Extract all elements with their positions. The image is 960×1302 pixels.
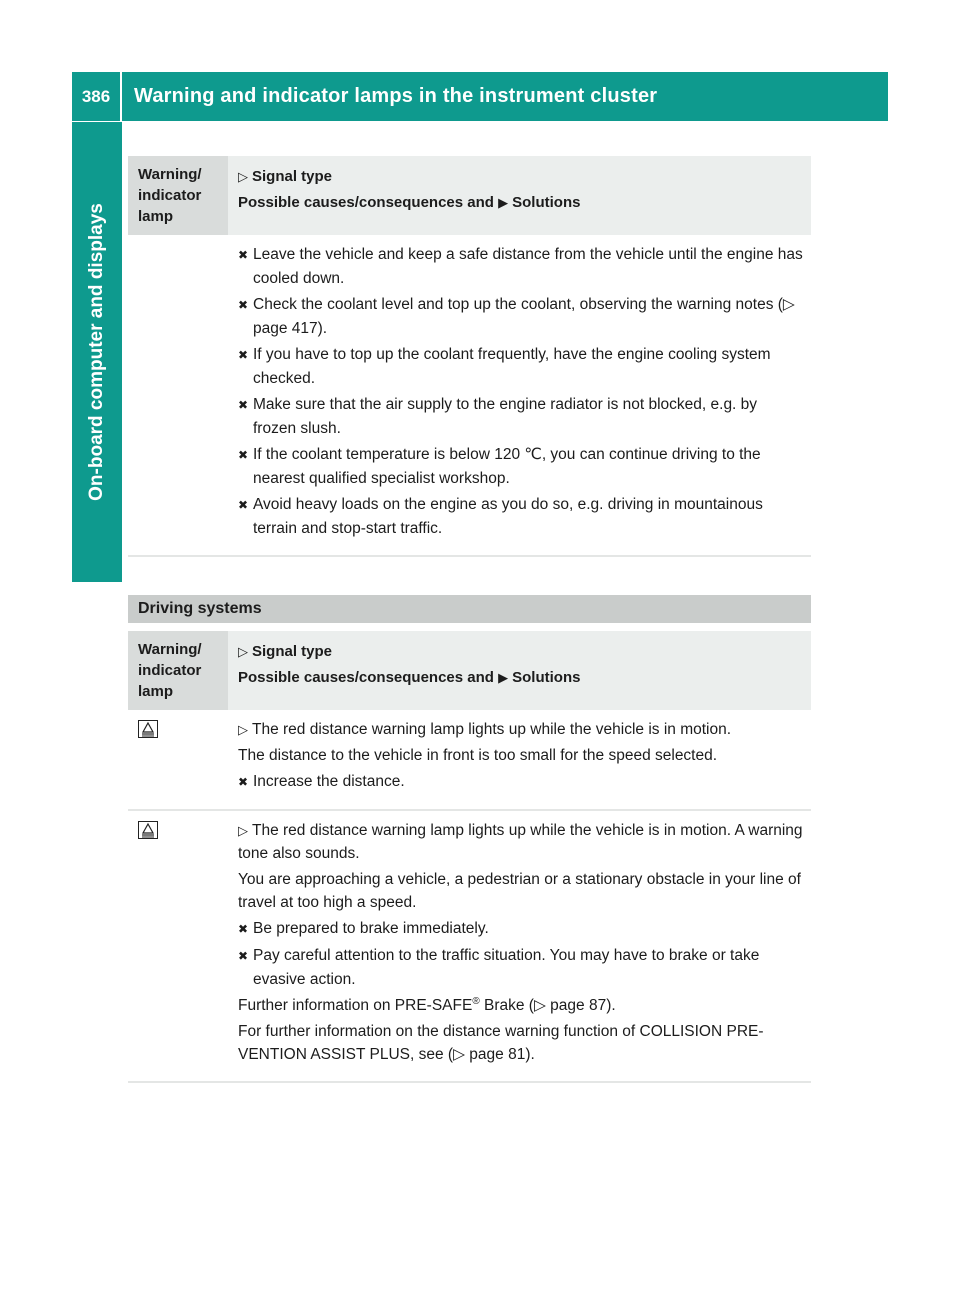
list-item: ✖ Leave the vehicle and keep a safe distance from the vehicle until the engine has cooled down. <box>238 246 803 287</box>
signal-triangle-icon: ▷ <box>238 823 248 838</box>
header-title: Warning and indicator lamps in the instrument cluster <box>134 85 658 107</box>
table-header <box>128 156 811 235</box>
list-item: ✖ If the coolant temperature is below 120 ℃, you can continue driving to the nearest qualified specialist workshop. <box>238 446 761 487</box>
list-item: ✖ Increase the distance. <box>238 770 803 794</box>
x-mark-icon: ✖ <box>238 775 249 789</box>
table-header <box>128 631 811 710</box>
distance-warning-lamp-icon <box>138 720 158 738</box>
list-item: ✖ Check the coolant level and top up the coolant, observing the warning notes (▷ page 417). <box>238 296 795 337</box>
info-text: For further information on the distance warning function of COLLISION PRE-VENTION ASSIST PLUS, see (▷ page 81). <box>238 1023 764 1063</box>
x-mark-icon: ✖ <box>238 398 249 412</box>
signal-text: ▷ The red distance warning lamp lights up while the vehicle is in motion. A warning tone also sounds. <box>238 819 803 865</box>
info-text: Further information on PRE-SAFE® Brake (▷ page 87). <box>238 995 616 1014</box>
lamp-cell <box>128 811 228 1081</box>
page-header <box>72 72 888 121</box>
list-item: ✖ Be prepared to brake immediately. <box>238 917 803 941</box>
signal-triangle-icon: ▷ <box>238 722 248 737</box>
solution-arrow-icon: ▶ <box>498 670 509 685</box>
solutions-cell <box>228 235 811 555</box>
x-mark-icon: ✖ <box>238 498 249 512</box>
x-mark-icon: ✖ <box>238 298 249 312</box>
signal-triangle-icon: ▷ <box>238 644 248 659</box>
solution-arrow-icon: ▶ <box>498 195 509 210</box>
solutions-cell <box>228 710 811 809</box>
cause-text: You are approaching a vehicle, a pedestrian or a stationary obstacle in your line of travel at too high a speed. <box>238 871 801 911</box>
column-header-signal: ▷ Signal type Possible causes/consequences and ▶ Solutions <box>228 156 811 235</box>
x-mark-icon: ✖ <box>238 248 249 262</box>
page-content <box>128 156 811 1083</box>
list-item: ✖ Make sure that the air supply to the engine radiator is not blocked, e.g. by frozen slush. <box>238 396 758 437</box>
section-title: Driving systems <box>128 595 811 623</box>
solutions-cell <box>228 811 811 1081</box>
chapter-sidebar <box>72 122 122 582</box>
x-mark-icon: ✖ <box>238 348 249 362</box>
list-item: ✖ Pay careful attention to the traffic situation. You may have to brake or take evasive action. <box>238 947 760 988</box>
table-row <box>128 811 811 1083</box>
cause-text: The distance to the vehicle in front is too small for the speed selected. <box>238 747 718 764</box>
x-mark-icon: ✖ <box>238 949 249 963</box>
x-mark-icon: ✖ <box>238 922 249 936</box>
list-item: ✖ If you have to top up the coolant frequently, have the engine cooling system checked. <box>238 346 771 387</box>
column-header-signal: ▷ Signal type Possible causes/consequences and ▶ Solutions <box>228 631 811 710</box>
page-number: 386 <box>72 72 122 121</box>
chapter-title: On-board computer and displays <box>86 203 107 501</box>
column-header-lamp: Warning/ indicator lamp <box>128 156 228 235</box>
list-item: ✖ Avoid heavy loads on the engine as you do so, e.g. driving in mountainous terrain and stop-start traffic. <box>238 496 763 537</box>
lamp-cell <box>128 235 228 555</box>
lamp-cell <box>128 710 228 809</box>
signal-triangle-icon: ▷ <box>238 169 248 184</box>
table-row <box>128 235 811 557</box>
table-row <box>128 710 811 811</box>
signal-text: ▷ The red distance warning lamp lights up while the vehicle is in motion. <box>238 718 803 741</box>
distance-warning-lamp-icon <box>138 821 158 839</box>
x-mark-icon: ✖ <box>238 448 249 462</box>
column-header-lamp: Warning/ indicator lamp <box>128 631 228 710</box>
